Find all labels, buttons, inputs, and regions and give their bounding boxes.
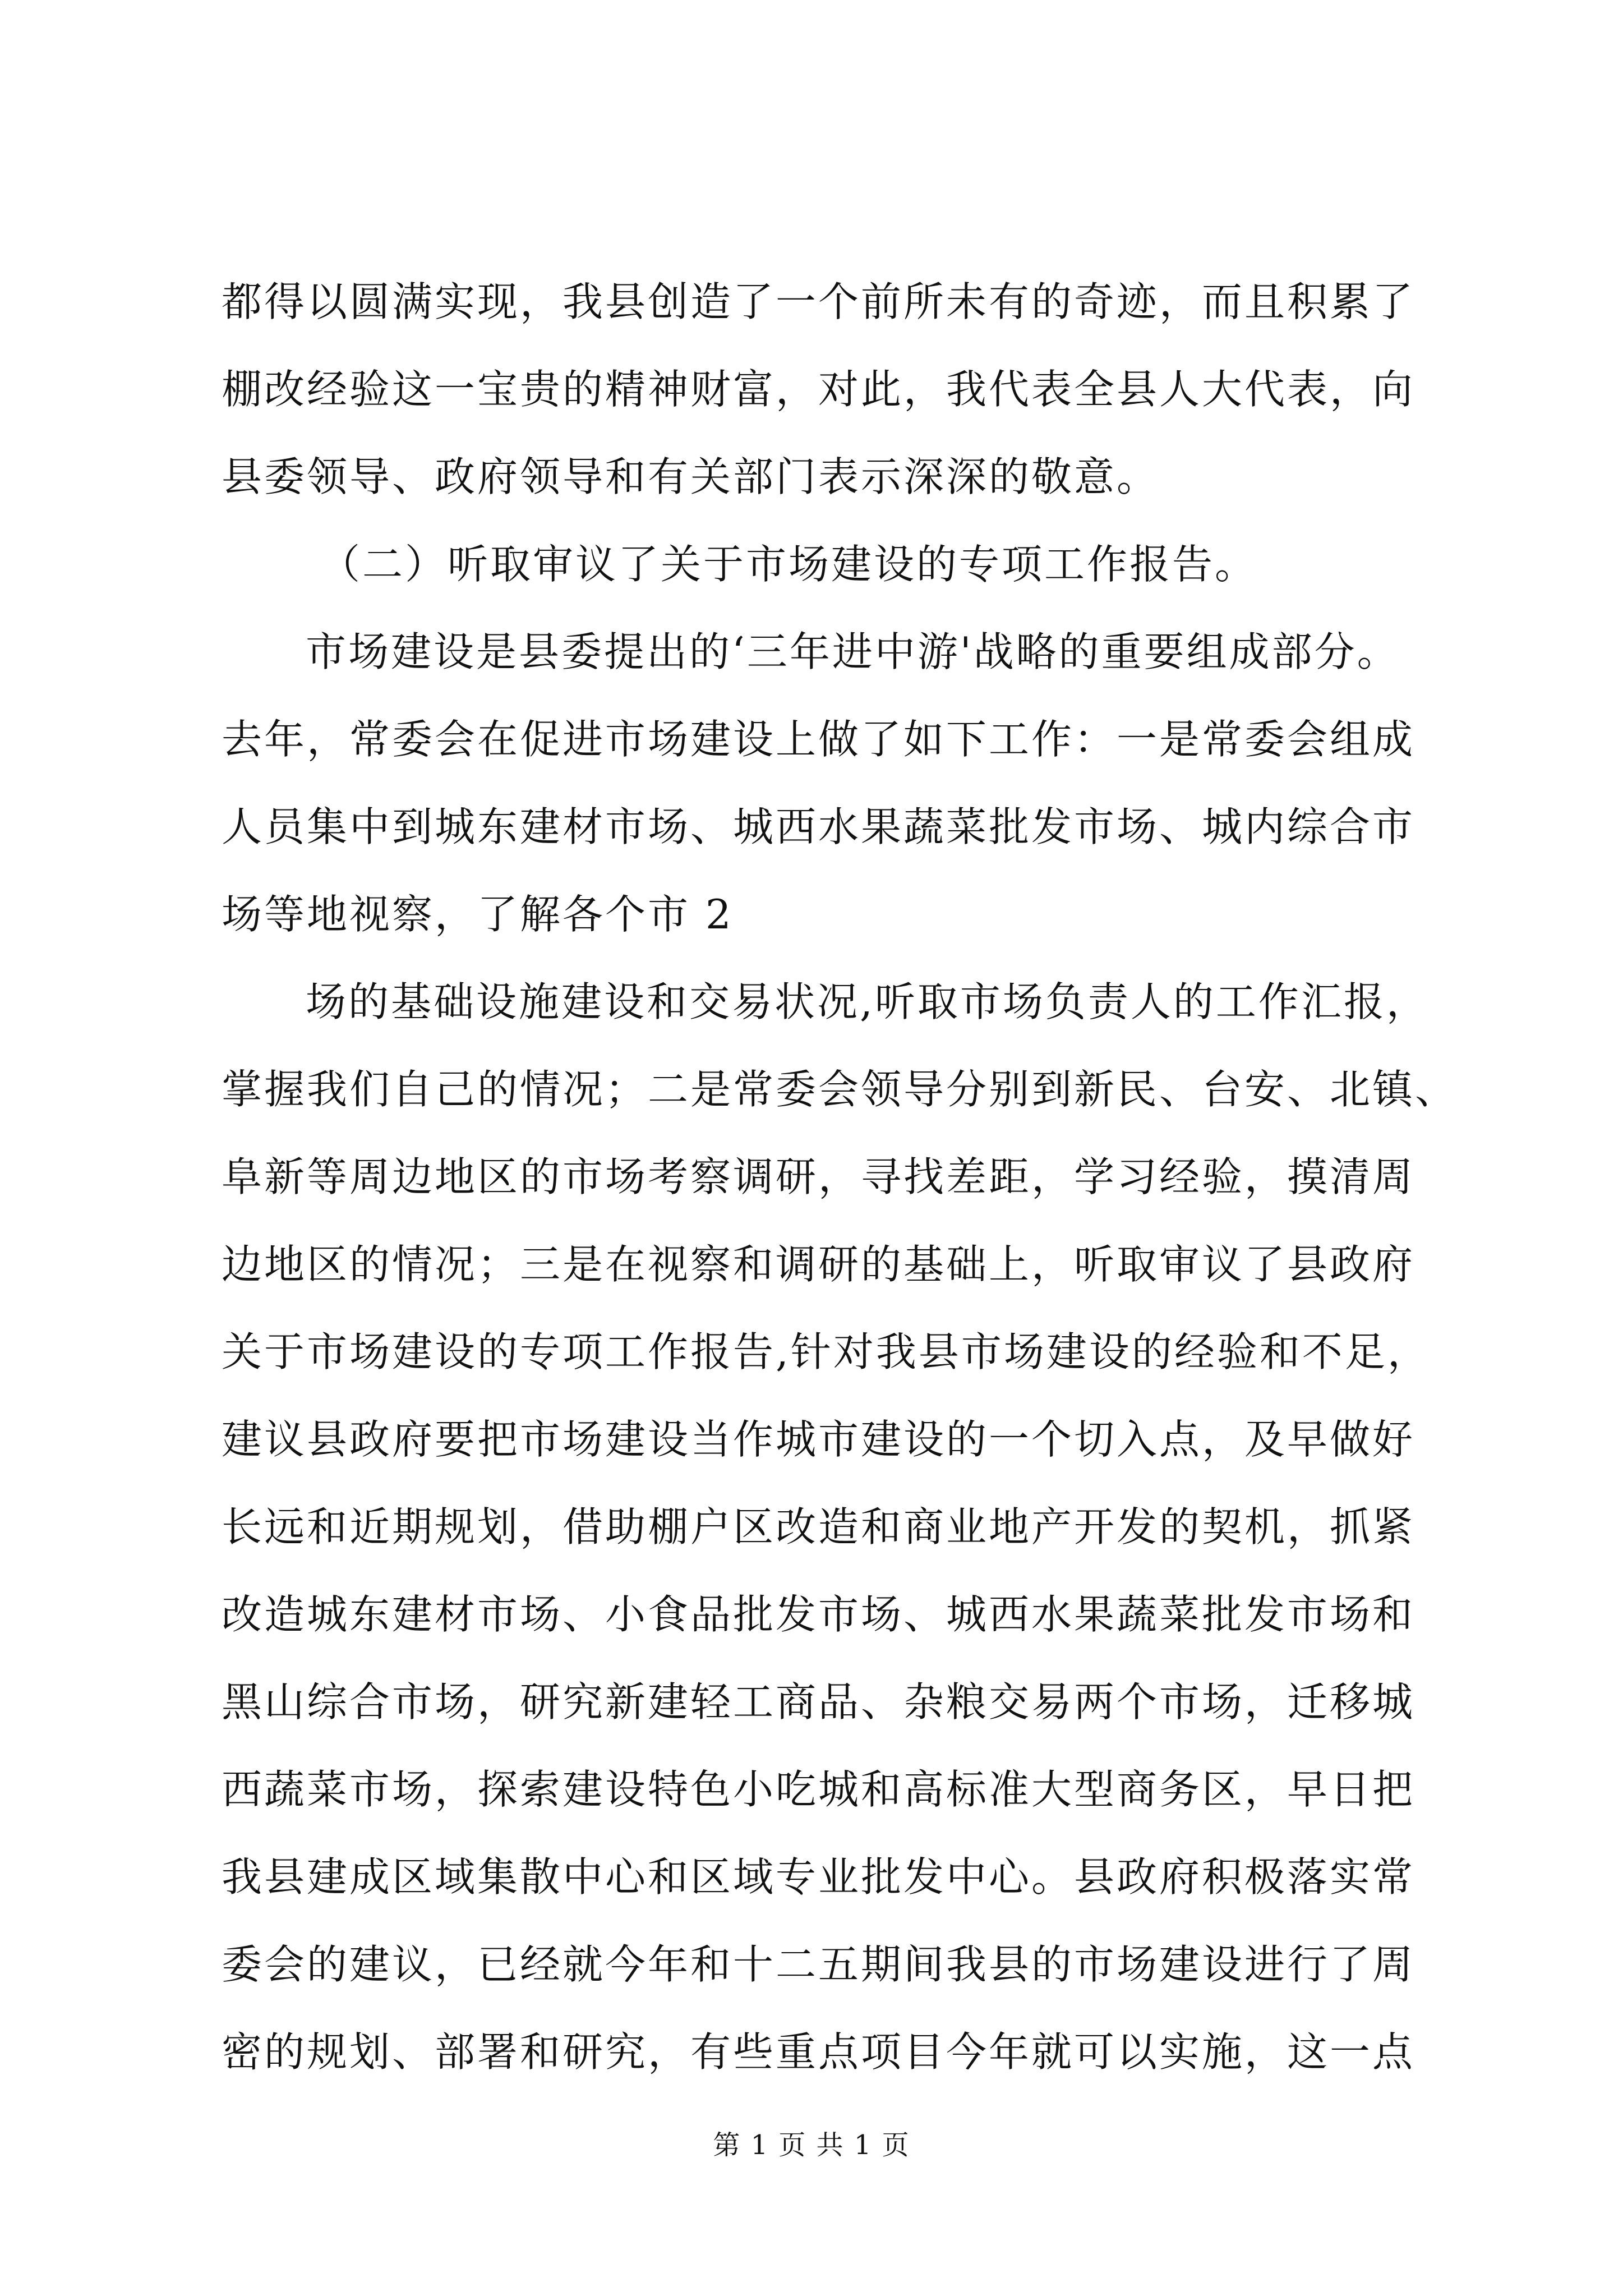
text-line: 都得以圆满实现，我县创造了一个前所未有的奇迹，而且积累了 [222,278,1415,325]
text-line: 黑山综合市场，研究新建轻工商品、杂粮交易两个市场，迁移城 [222,1678,1415,1726]
text-line: 场的基础设施建设和交易状况,听取市场负责人的工作汇报， [306,978,1429,1025]
text-line: 掌握我们自己的情况；二是常委会领导分别到新民、台安、北镇、 [222,1066,1458,1113]
section-heading: （二）听取审议了关于市场建设的专项工作报告。 [320,541,1258,588]
text-line: 阜新等周边地区的市场考察调研，寻找差距，学习经验，摸清周 [222,1153,1415,1200]
text-line: 关于市场建设的专项工作报告,针对我县市场建设的经验和不足， [222,1328,1430,1375]
text-line: 人员集中到城东建材市场、城西水果蔬菜批发市场、城内综合市 [222,803,1415,850]
text-line: 去年，常委会在促进市场建设上做了如下工作：一是常委会组成 [222,716,1415,763]
text-line: 改造城东建材市场、小食品批发市场、城西水果蔬菜批发市场和 [222,1591,1415,1638]
text-line: 县委领导、政府领导和有关部门表示深深的敬意。 [222,453,1160,500]
text-line: 场等地视察，了解各个市 2 [222,891,734,938]
document-body [222,258,1458,2096]
text-line: 边地区的情况；三是在视察和调研的基础上，听取审议了县政府 [222,1241,1415,1288]
text-line: 建议县政府要把市场建设当作城市建设的一个切入点，及早做好 [222,1416,1415,1463]
text-line: 棚改经验这一宝贵的精神财富，对此，我代表全县人大代表，向 [222,366,1415,413]
text-line: 市场建设是县委提出的‘三年进中游'战略的重要组成部分。 [306,628,1400,675]
text-line: 长远和近期规划，借助棚户区改造和商业地产开发的契机，抓紧 [222,1503,1415,1550]
text-line: 委会的建议，已经就今年和十二五期间我县的市场建设进行了周 [222,1941,1415,1988]
text-line: 密的规划、部署和研究，有些重点项目今年就可以实施，这一点 [222,2028,1415,2076]
page-footer: 第 1 页 共 1 页 [713,2129,910,2161]
text-line: 西蔬菜市场，探索建设特色小吃城和高标准大型商务区，早日把 [222,1766,1415,1813]
text-line: 我县建成区域集散中心和区域专业批发中心。县政府积极落实常 [222,1853,1415,1901]
